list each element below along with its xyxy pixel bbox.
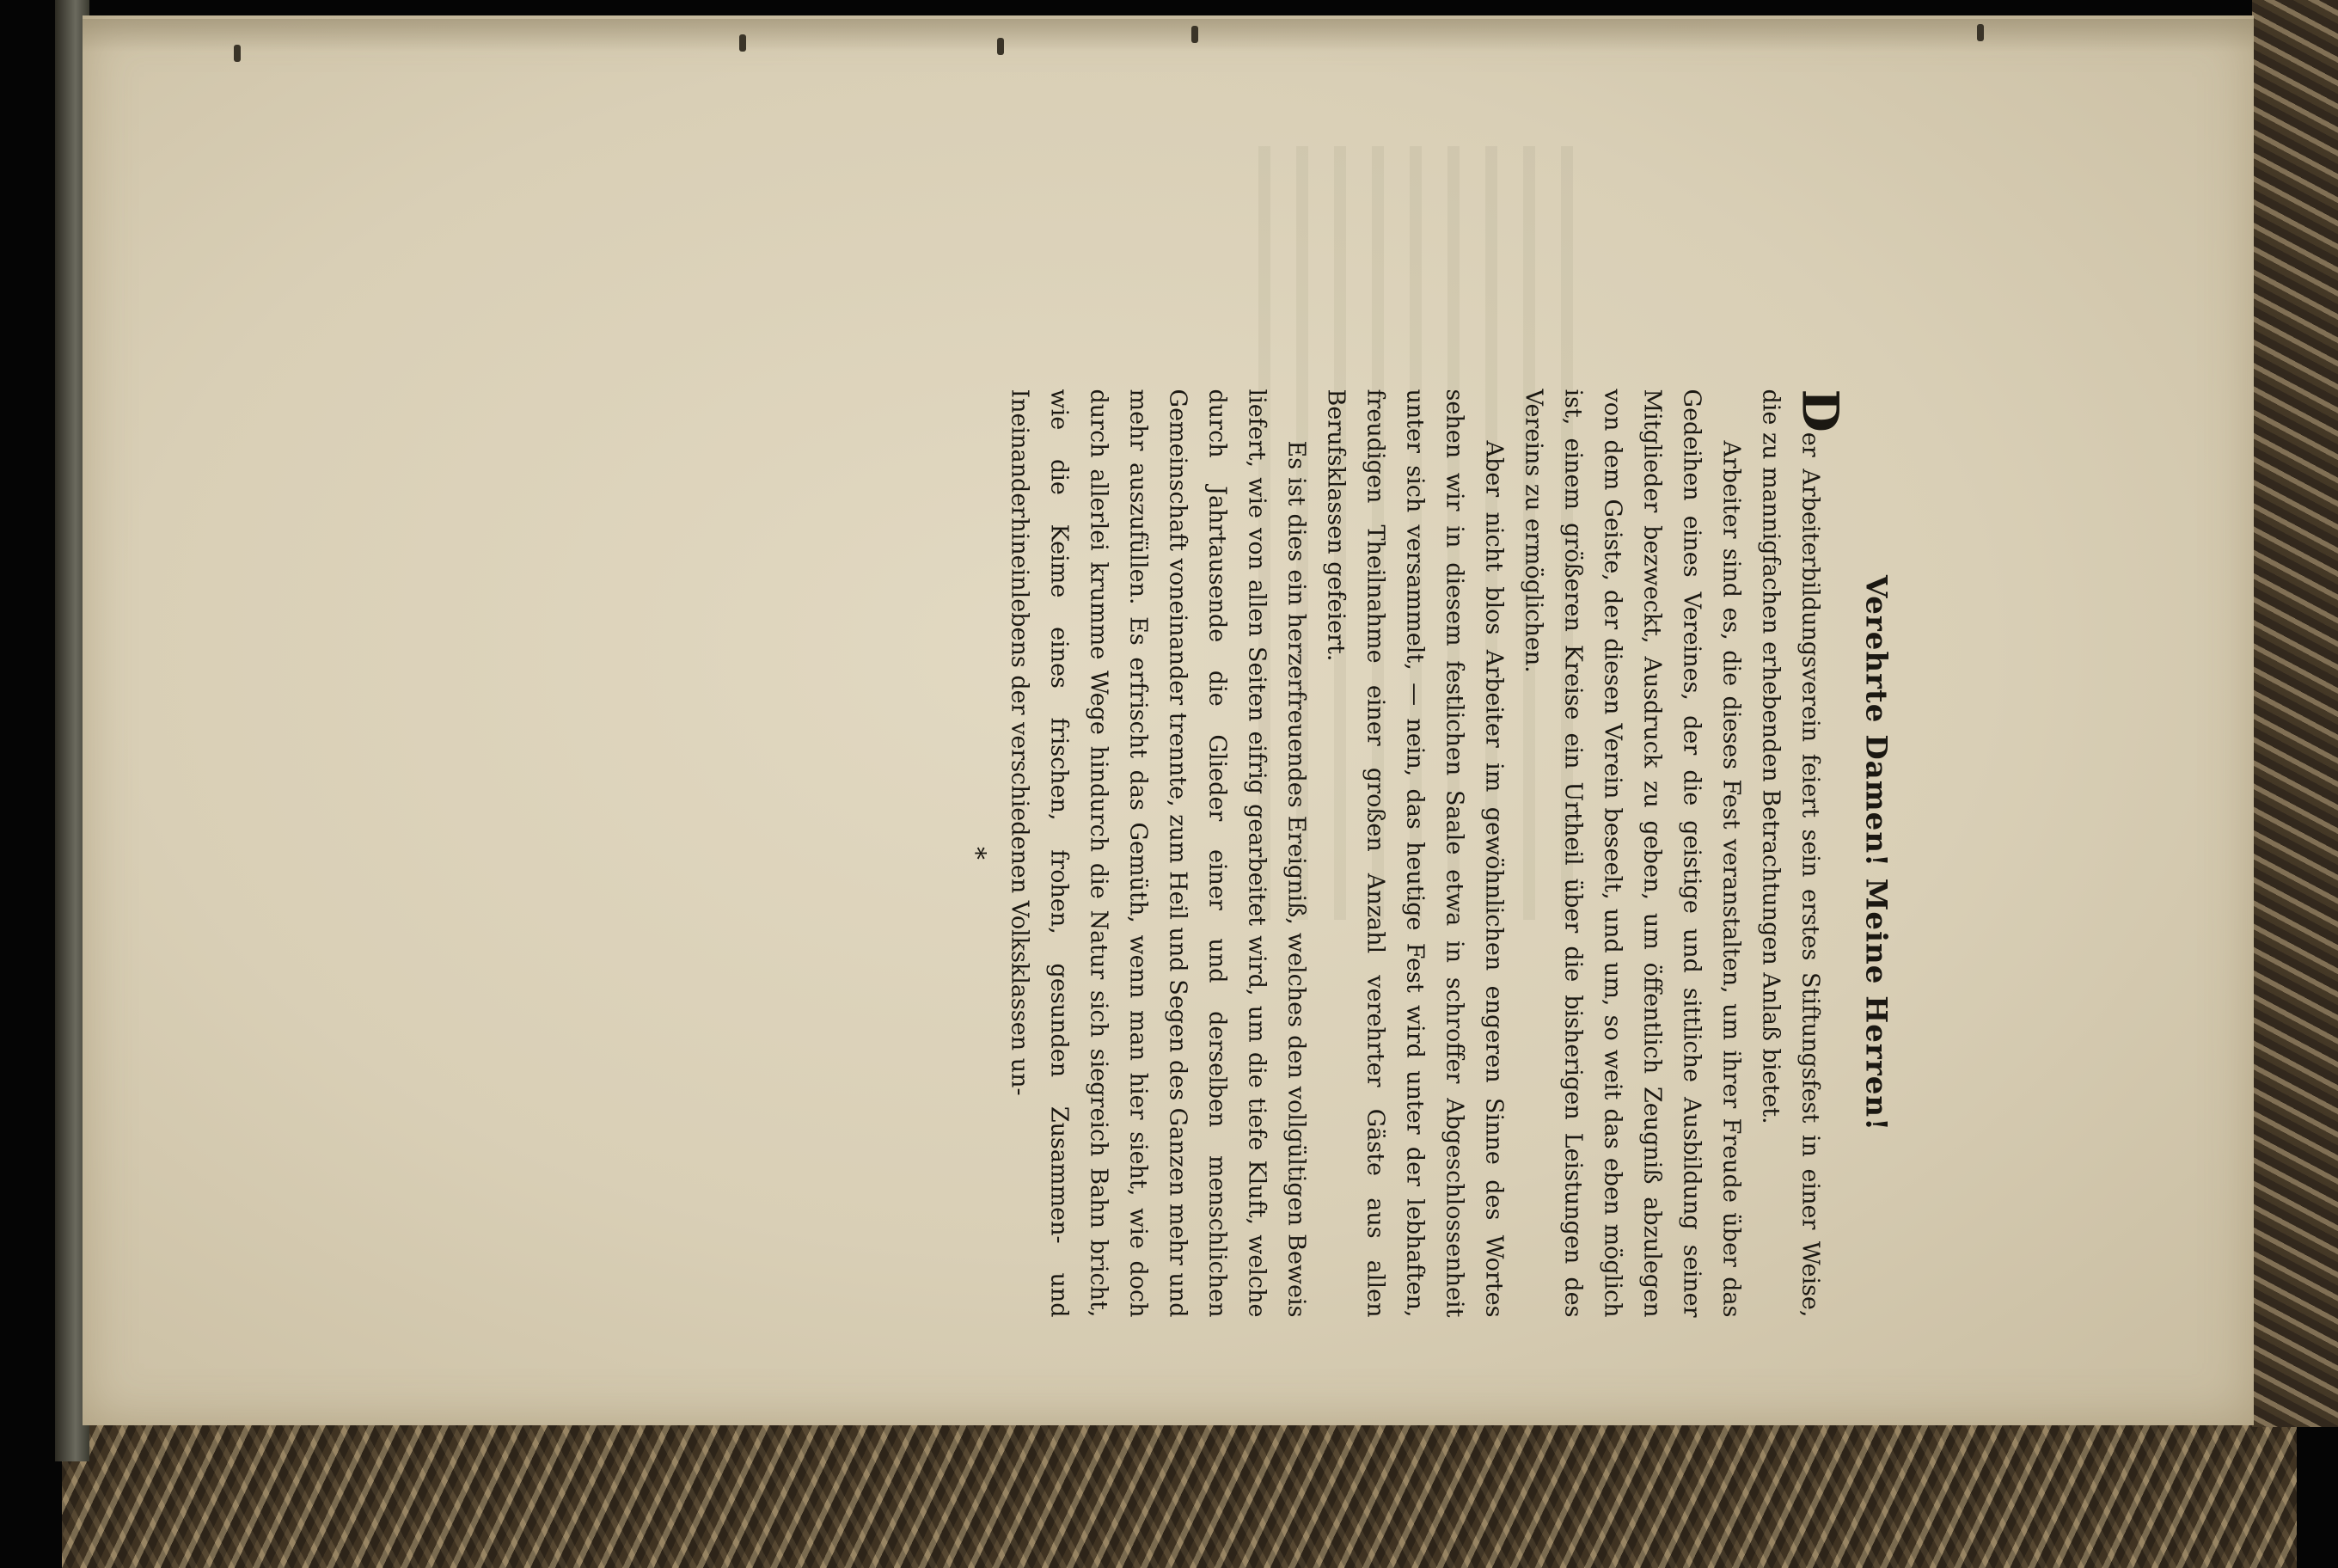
marbled-cover-right [2252,0,2338,1427]
speech-text-block [961,389,1894,1318]
paragraph: Arbeiter sind es, die dieses Fest veranstalten, um ihrer Freude über das Gedeihen eines Vereines, der die geistige und sittliche Ausbildung seiner Mitglieder bezweckt, Ausdruck zu geben, um öffentlich Zeugniß abzulegen von dem Geiste, der diesen Verein beseelt, und um, so weit das eben möglich ist, einem größeren Kreise ein Urtheil über die bisherigen Leistungen des Vereins zu ermöglichen. [1520,389,1745,1318]
signature-mark: * [960,847,991,860]
binding-stitch [234,45,241,62]
binding-stitch [1977,24,1984,41]
binding-stitch [997,38,1004,55]
paragraph: Der Arbeiterbildungsverein feiert sein erstes Stiftungsfest in einer Weise, die zu mannigfachen erhebenden Betrachtungen Anlaß bietet. [1757,389,1850,1318]
page-fold [83,19,2254,52]
paragraph: Es ist dies ein herzerfreuendes Ereigniß, welches den vollgültigen Beweis liefert, wie von allen Seiten eifrig gearbeitet wird, um die tiefe Kluft, welche durch Jahrtausende die Glieder einer und derselben menschlichen Gemeinschaft voneinander trennte, zum Heil und Segen des Ganzen mehr und mehr auszufüllen. Es erfrischt das Gemüth, wenn man hier sieht, wie doch durch allerlei krumme Wege hindurch die Natur sich siegreich Bahn bricht, wie die Keime eines frischen, frohen, gesunden Zusammen- und Ineinanderhineinlebens der verschiedenen Volksklassen un- [1006,389,1310,1318]
binding-stitch [739,34,746,52]
binding-stitch [1191,26,1198,43]
paragraph: Aber nicht blos Arbeiter im gewöhnlichen engeren Sinne des Wortes sehen wir in diesem festlichen Saale etwa in schroffer Abgeschlossenheit unter sich versammelt, — nein, das heutige Fest wird unter der lebhaften, freudigen Theilnahme einer großen Anzahl verehrter Gäste aus allen Berufsklassen gefeiert. [1322,389,1508,1318]
speech-heading: Verehrte Damen! Meine Herren! [1858,574,1894,1132]
